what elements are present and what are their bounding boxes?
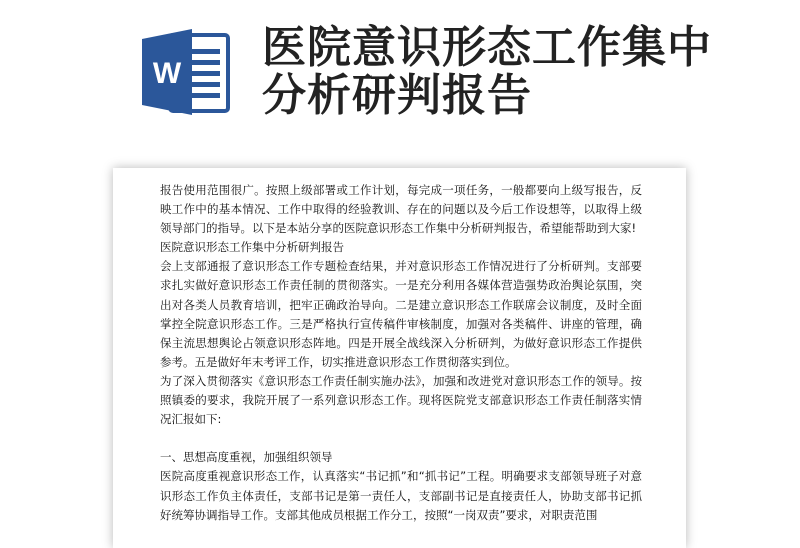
page-title: 医院意识形态工作集中分析研判报告: [262, 22, 712, 121]
blank-line: [160, 429, 642, 448]
body-paragraph: 医院高度重视意识形态工作，认真落实“书记抓”和“抓书记”工程。明确要求支部领导班子对意识形态工作负主体责任，支部书记是第一责任人，支部副书记是直接责任人，协助支部书记抓好统筹协调指导工作。支部其他成员根据工作分工，按照“一岗双责”要求，对职责范围: [160, 469, 642, 522]
word-letter: W: [152, 57, 182, 90]
section-heading: 一、思想高度重视，加强组织领导: [160, 450, 333, 465]
body-paragraph: 为了深入贯彻落实《意识形态工作责任制实施办法》，加强和改进党对意识形态工作的领导。按照镇委的要求，我院开展了一系列意识形态工作。现将医院党支部意识形态工作责任制落实情况汇报如下:: [160, 373, 642, 427]
body-paragraph: 会上支部通报了意识形态工作专题检查结果，并对意识形态工作情况进行了分析研判。支部要求扎实做好意识形态工作责任制的贯彻落实。一是充分利用各媒体营造强势政治舆论氛围，突出对各类人员教育培训，把牢正确政治导向。二是建立意识形态工作联席会议制度，及时全面掌控全院意识形态工作。三是严格执行宣传稿件审核制度，加强对各类稿件、讲座的管理，确保主流思想舆论占领意识形态阵地。四是开展全战线深入分析研判，为做好意识形态工作提供参考。五是做好年末考评工作，切实推进意识形态工作贯彻落实到位。: [160, 259, 642, 369]
intro-paragraph: 报告使用范围很广。按照上级部署或工作计划，每完成一项任务，一般都要向上级写报告，反映工作中的基本情况、工作中取得的经验教训、存在的问题以及今后工作设想等，以取得上级领导部门的指导。以下是本站分享的医院意识形态工作集中分析研判报告，希望能帮助到大家!: [160, 183, 642, 236]
word-document-icon: [140, 27, 232, 117]
document-body: [160, 181, 642, 525]
document-heading: 医院意识形态工作集中分析研判报告: [160, 240, 344, 255]
